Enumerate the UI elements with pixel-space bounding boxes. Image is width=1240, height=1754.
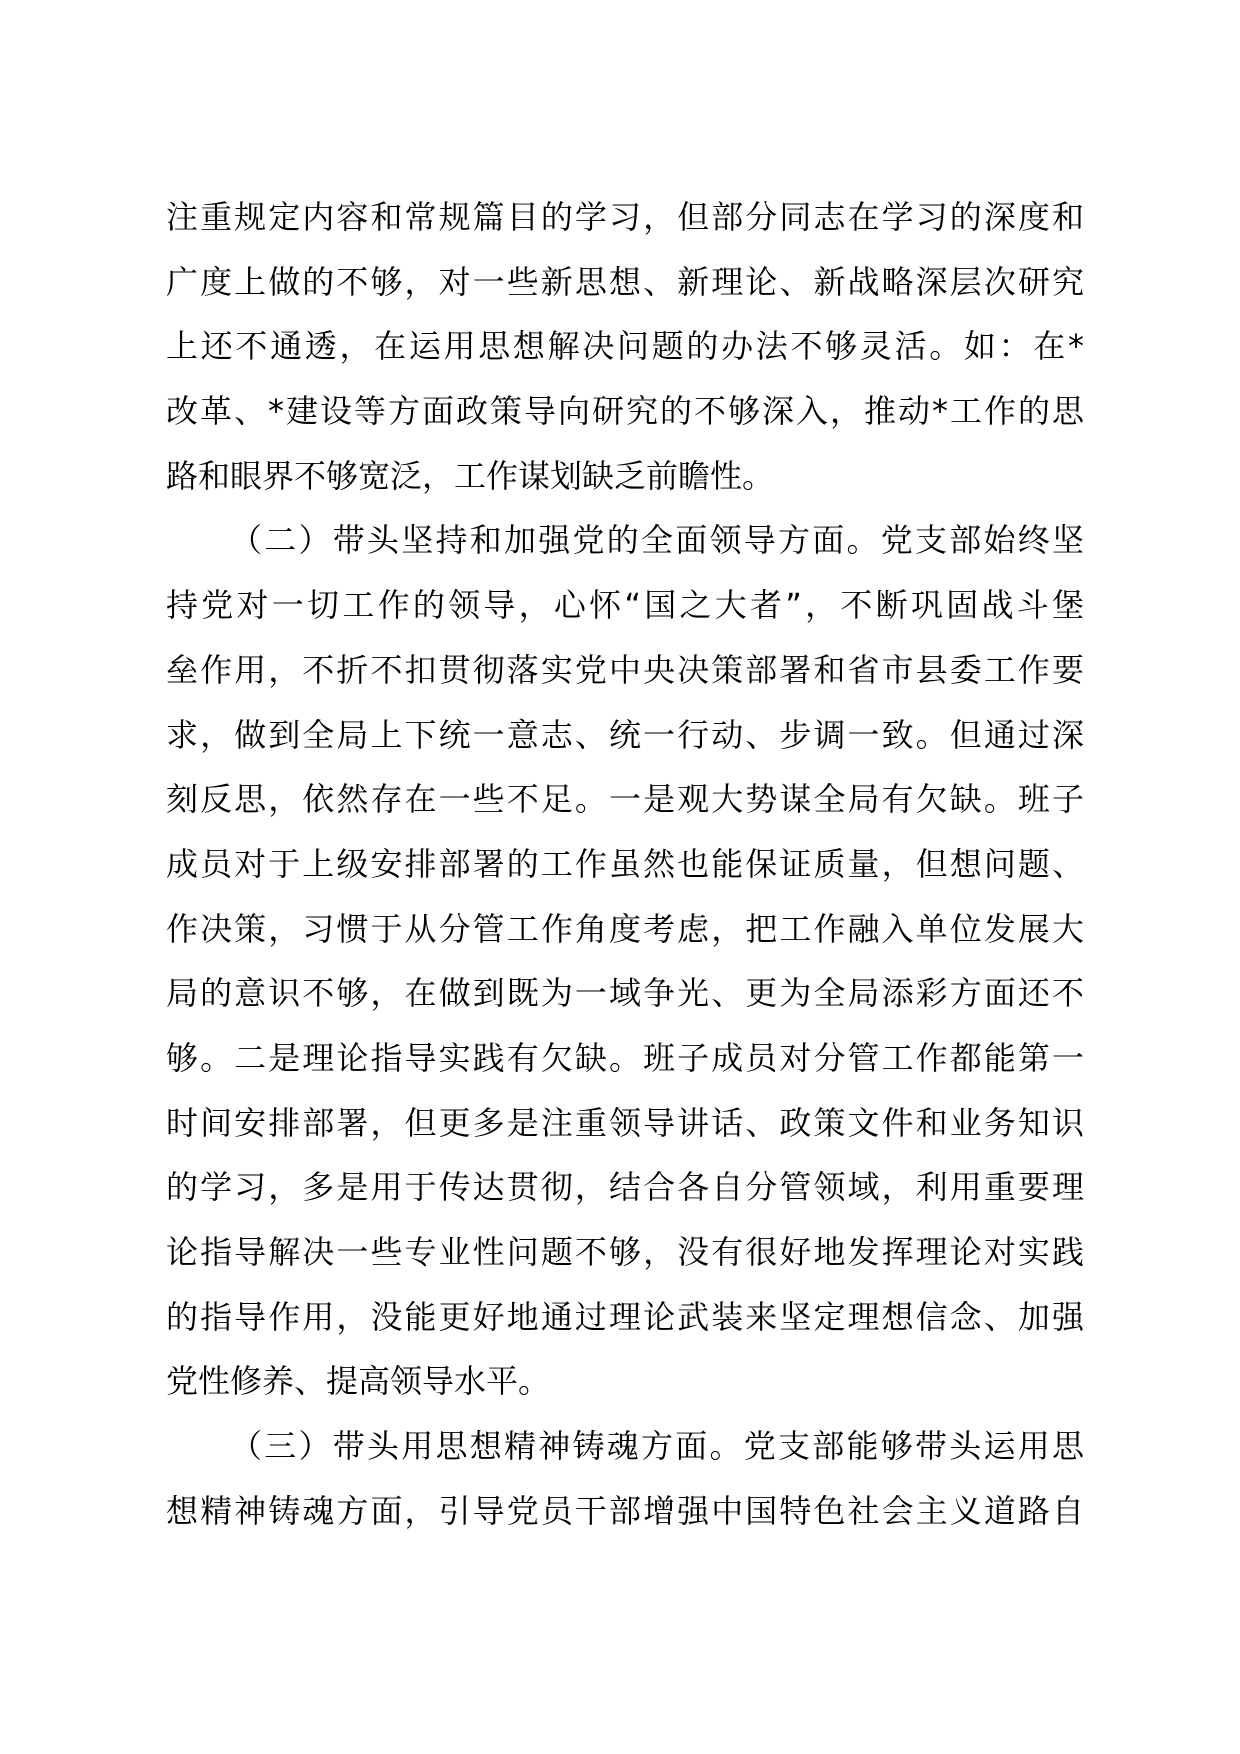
text-line: 的指导作用，没能更好地通过理论武装来坚定理想信念、加强 <box>166 1297 1084 1336</box>
section-heading-line: （三）带头用思想精神铸魂方面。党支部能够带头运用思 <box>230 1427 1084 1466</box>
text-line: 路和眼界不够宽泛，工作谋划缺乏前瞻性。 <box>166 456 775 495</box>
text-line: 想精神铸魂方面，引导党员干部增强中国特色社会主义道路自 <box>166 1491 1084 1530</box>
text-line: 注重规定内容和常规篇目的学习，但部分同志在学习的深度和 <box>166 198 1084 236</box>
text-line: 广度上做的不够，对一些新思想、新理论、新战略深层次研究 <box>166 262 1084 301</box>
text-line: 作决策，习惯于从分管工作角度考虑，把工作融入单位发展大 <box>166 909 1084 948</box>
text-line: 垒作用，不折不扣贯彻落实党中央决策部署和省市县委工作要 <box>166 650 1084 689</box>
text-line: 党性修养、提高领导水平。 <box>166 1362 551 1401</box>
text-line: 求，做到全局上下统一意志、统一行动、步调一致。但通过深 <box>166 715 1084 754</box>
text-line: 刻反思，依然存在一些不足。一是观大势谋全局有欠缺。班子 <box>166 780 1084 819</box>
section-heading-line: （二）带头坚持和加强党的全面领导方面。党支部始终坚 <box>230 521 1084 560</box>
text-line: 成员对于上级安排部署的工作虽然也能保证质量，但想问题、 <box>166 844 1084 883</box>
text-line: 改革、*建设等方面政策导向研究的不够深入，推动*工作的思 <box>166 392 1084 431</box>
text-line: 持党对一切工作的领导，心怀“国之大者”，不断巩固战斗堡 <box>166 586 1084 625</box>
body-text <box>166 185 1084 1543</box>
text-line: 的学习，多是用于传达贯彻，结合各自分管领域，利用重要理 <box>166 1168 1084 1207</box>
text-line: 上还不通透，在运用思想解决问题的办法不够灵活。如：在* <box>166 327 1084 366</box>
text-line: 时间安排部署，但更多是注重领导讲话、政策文件和业务知识 <box>166 1103 1084 1142</box>
text-line: 论指导解决一些专业性问题不够，没有很好地发挥理论对实践 <box>166 1233 1084 1271</box>
text-line: 局的意识不够，在做到既为一域争光、更为全局添彩方面还不 <box>166 974 1084 1013</box>
text-line: 够。二是理论指导实践有欠缺。班子成员对分管工作都能第一 <box>166 1038 1084 1077</box>
